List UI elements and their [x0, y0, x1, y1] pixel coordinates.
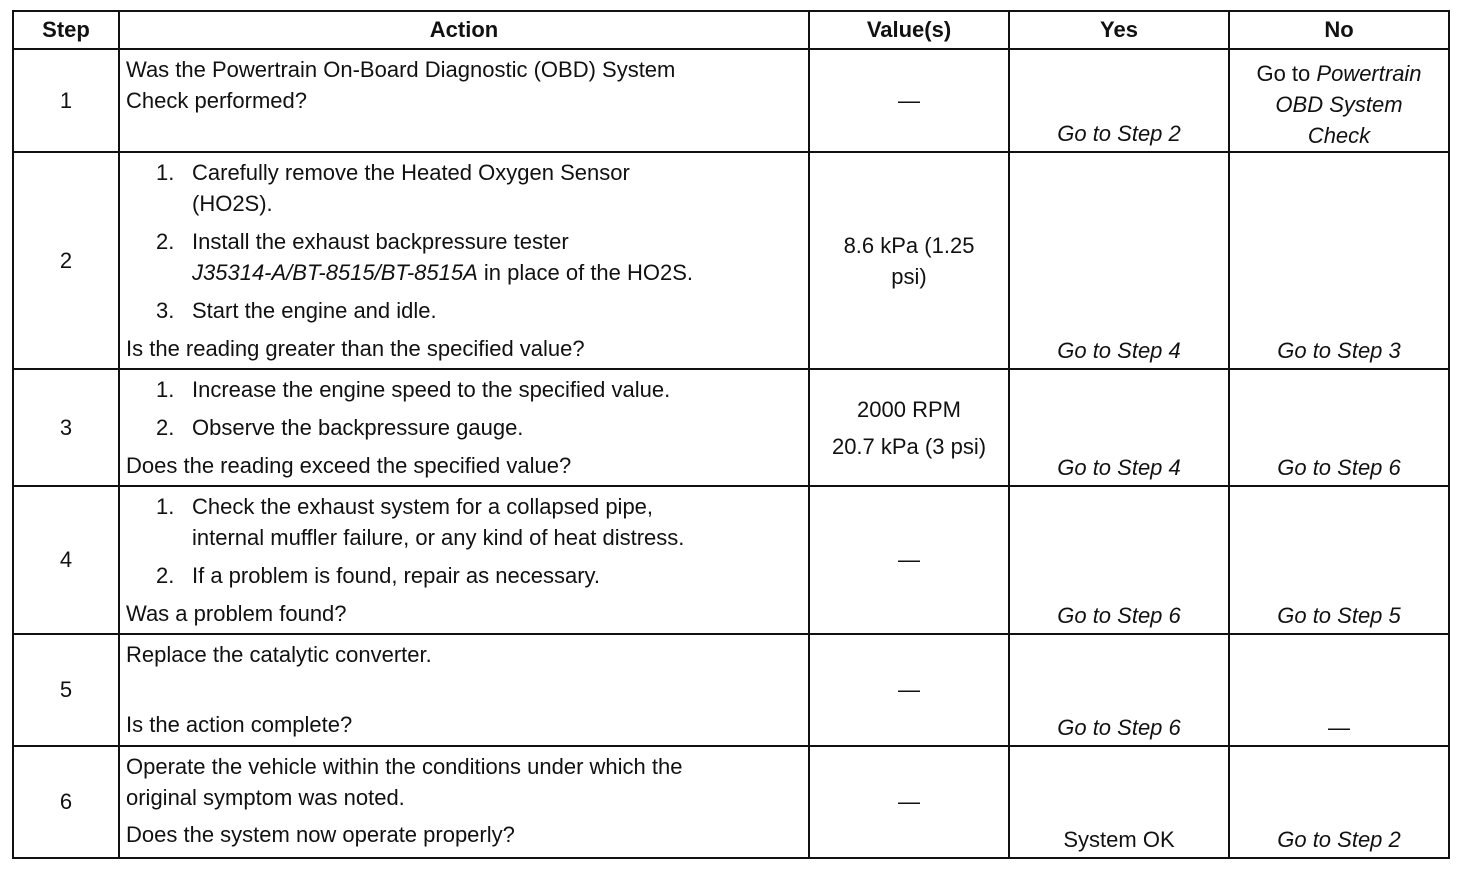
action-step: 2. If a problem is found, repair as necessary.	[156, 563, 601, 588]
header-step: Step	[13, 11, 119, 49]
action-step: 2. Install the exhaust backpressure tester J35314-A/BT-8515/BT-8515A in place of the HO2S.	[156, 229, 694, 285]
table-row-step-6	[13, 746, 1449, 858]
value-cell: 8.6 kPa (1.25 psi)	[809, 152, 1009, 369]
action-question: Was a problem found?	[126, 601, 347, 626]
action-question: Is the reading greater than the specified value?	[126, 336, 585, 361]
no-text-italic: OBD System	[1275, 92, 1403, 117]
yes-cell: Go to Step 6	[1009, 634, 1229, 746]
action-question: Is the action complete?	[126, 712, 353, 737]
action-text: Check performed?	[126, 88, 307, 113]
action-steps	[126, 491, 802, 591]
no-text-italic: Check	[1307, 123, 1371, 148]
action-text: Replace the catalytic converter.	[126, 642, 432, 667]
action-steps	[126, 157, 802, 326]
value-cell: —	[809, 746, 1009, 858]
value-cell: 2000 RPM 20.7 kPa (3 psi)	[809, 369, 1009, 486]
no-cell: —	[1229, 634, 1449, 746]
action-text: original symptom was noted.	[126, 785, 405, 810]
step-number: 4	[13, 486, 119, 634]
no-text: Go to	[1256, 61, 1311, 86]
no-text-italic: Powertrain	[1316, 61, 1422, 86]
value-cell: —	[809, 634, 1009, 746]
action-question: Does the reading exceed the specified value?	[126, 453, 572, 478]
yes-cell: Go to Step 4	[1009, 152, 1229, 369]
step-number: 6	[13, 746, 119, 858]
tool-number: J35314-A/BT-8515/BT-8515A	[192, 260, 478, 285]
no-cell: Go to Step 3	[1229, 152, 1449, 369]
diagnostic-table	[12, 10, 1450, 859]
step-number: 1	[13, 49, 119, 152]
header-values: Value(s)	[809, 11, 1009, 49]
action-text: Was the Powertrain On-Board Diagnostic (OBD) System	[126, 57, 676, 82]
no-cell: Go to Step 2	[1229, 746, 1449, 858]
action-question: Does the system now operate properly?	[126, 822, 515, 847]
action-cell	[119, 49, 809, 152]
yes-cell: Go to Step 4	[1009, 369, 1229, 486]
table-row-step-1	[13, 49, 1449, 152]
table-row-step-3	[13, 369, 1449, 486]
yes-cell: Go to Step 6	[1009, 486, 1229, 634]
header-yes: Yes	[1009, 11, 1229, 49]
no-cell: Go to Step 5	[1229, 486, 1449, 634]
action-cell	[119, 486, 809, 634]
action-cell	[119, 152, 809, 369]
step-number: 3	[13, 369, 119, 486]
header-row	[13, 11, 1449, 49]
no-cell: Go to Step 6	[1229, 369, 1449, 486]
action-step: 1. Check the exhaust system for a collapsed pipe, internal muffler failure, or any kind of heat distress.	[156, 494, 685, 550]
action-step: 2. Observe the backpressure gauge.	[156, 415, 524, 440]
step-number: 5	[13, 634, 119, 746]
action-text: Operate the vehicle within the conditions under which the	[126, 754, 683, 779]
action-step: 1. Increase the engine speed to the specified value.	[156, 377, 671, 402]
value-cell: —	[809, 49, 1009, 152]
yes-cell: Go to Step 2	[1009, 49, 1229, 152]
action-steps	[126, 374, 802, 443]
action-cell	[119, 369, 809, 486]
step-number: 2	[13, 152, 119, 369]
no-cell	[1229, 49, 1449, 152]
table-row-step-5	[13, 634, 1449, 746]
action-step: 3. Start the engine and idle.	[156, 298, 437, 323]
header-no: No	[1229, 11, 1449, 49]
value-cell: —	[809, 486, 1009, 634]
table-row-step-2	[13, 152, 1449, 369]
header-action: Action	[119, 11, 809, 49]
table-row-step-4	[13, 486, 1449, 634]
action-step: 1. Carefully remove the Heated Oxygen Sensor (HO2S).	[156, 160, 630, 216]
action-cell	[119, 746, 809, 858]
yes-cell: System OK	[1009, 746, 1229, 858]
action-cell	[119, 634, 809, 746]
